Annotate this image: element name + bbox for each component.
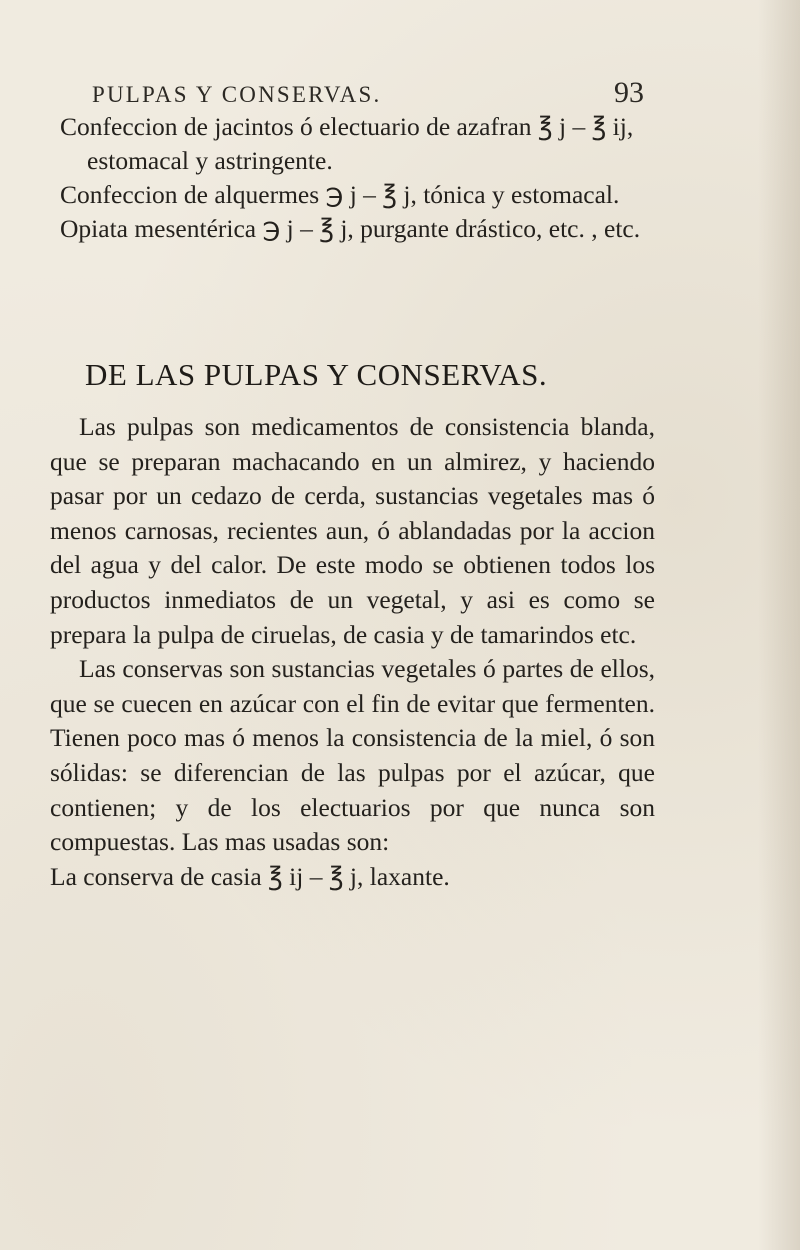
recipe-list: [60, 110, 660, 246]
recipe-entry: Confeccion de alquermes ℈ j – ℥ j, tónica y estomacal.: [60, 180, 620, 209]
recipe-entry: Opiata mesentérica ℈ j – ℥ j, purgante drástico, etc. , etc.: [60, 214, 641, 243]
page-number: 93: [614, 76, 644, 109]
paragraph-conservas: Las conservas son sustancias vegetales ó partes de ellos, que se cuecen en azúcar con el fin de evitar que fermenten. Tienen poco mas ó menos la consistencia de la miel, ó son sólidas: se diferencian de las pulpas por el azúcar, que contienen; y de los electuarios por que nunca son compuestas. Las mas usadas son:: [50, 654, 655, 857]
recipe-entry: Confeccion de jacintos ó electuario de azafran ℥ j – ℥ ij, estomacal y astringente.: [60, 112, 634, 175]
section-body: [50, 410, 655, 894]
running-head: PULPAS Y CONSERVAS.: [92, 82, 382, 107]
section-heading: DE LAS PULPAS Y CONSERVAS.: [85, 357, 548, 392]
paragraph-pulpas: Las pulpas son medicamentos de consistencia blanda, que se preparan machacando en un almirez, y haciendo pasar por un cedazo de cerda, sustancias vegetales mas ó menos carnosas, recientes aun, ó ablandadas por la accion del agua y del calor. De este modo se obtienen todos los productos inmediatos de un vegetal, y asi es como se prepara la pulpa de ciruelas, de casia y de tamarindos etc.: [50, 412, 655, 649]
page-header: [92, 76, 652, 112]
page-edge-shadow: [758, 0, 800, 1250]
conserva-casia-line: La conserva de casia ℥ ij – ℥ j, laxante.: [50, 861, 450, 891]
